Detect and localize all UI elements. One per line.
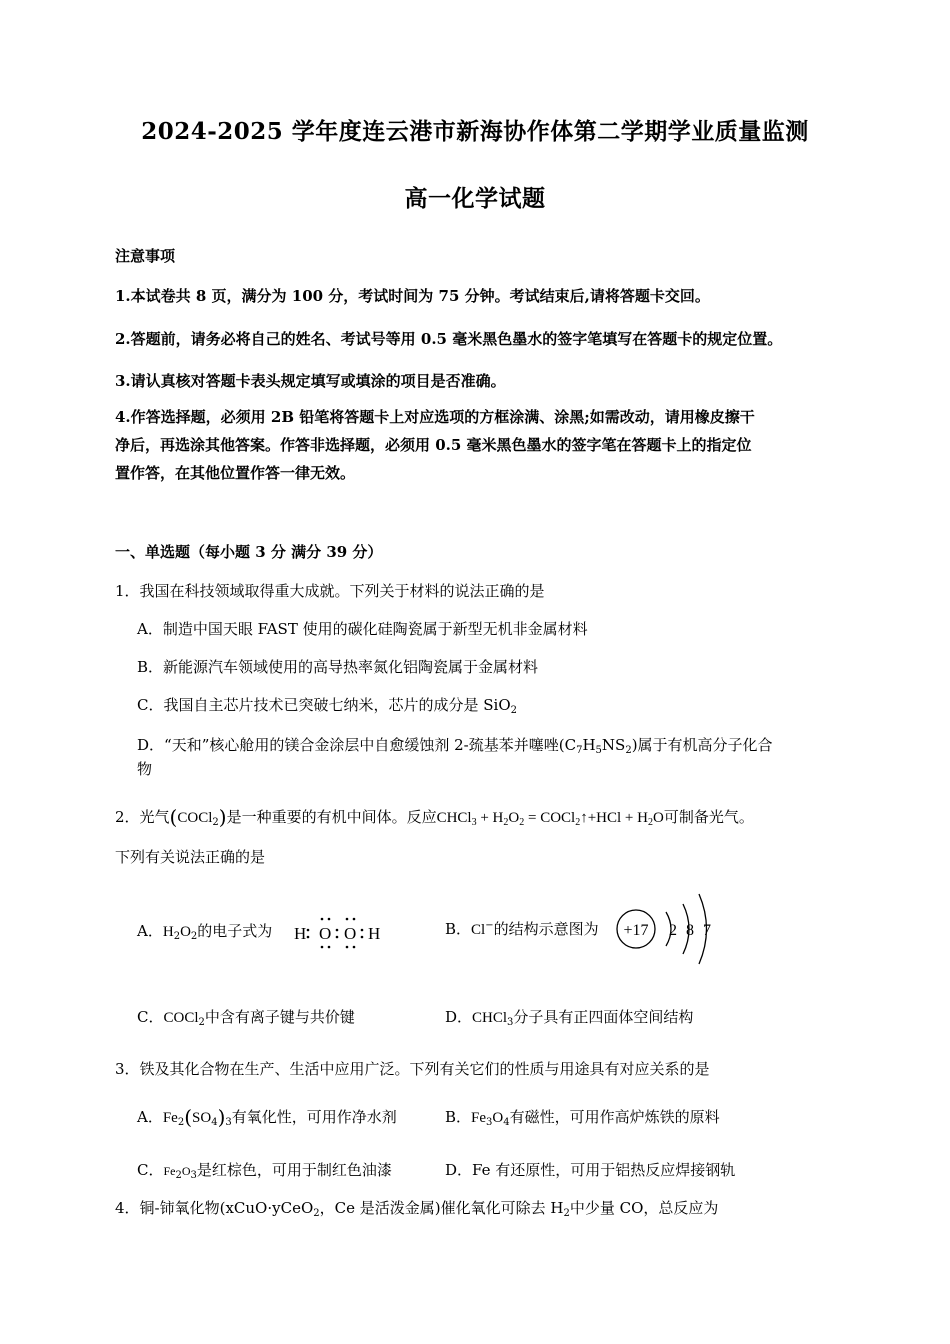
q1-stem: 1．我国在科技领域取得重大成就。下列关于材料的说法正确的是 <box>115 582 545 600</box>
exam-title-line2: 高一化学试题 <box>404 185 546 212</box>
q3-option-b: B．$Fe_3O_4$有磁性，可用作高炉炼铁的原料 <box>445 1108 720 1128</box>
notice-item-3: 3.请认真核对答题卡表头规定填写或填涂的项目是否准确。 <box>115 372 506 390</box>
q2-option-d: D．CHCl$_3$分子具有正四面体空间结构 <box>445 1008 694 1028</box>
q2-option-c: C．COCl$_2$中含有离子键与共价键 <box>137 1008 355 1028</box>
notice-item-2: 2.答题前，请务必将自己的姓名、考试号等用 0.5 毫米黑色墨水的签字笔填写在答题卡的规定位置。 <box>115 330 783 348</box>
q2-stem-cont: 下列有关说法正确的是 <box>115 848 266 866</box>
q3-option-d: D．Fe 有还原性，可用于铝热反应焊接钢轨 <box>445 1161 736 1179</box>
shell-electrons-2: 8 <box>686 922 694 939</box>
notice-item-4: 4.作答选择题，必须用 2B 铅笔将答题卡上对应选项的方框涂满、涂黑;如需改动，请用橡皮擦干 <box>115 408 755 426</box>
notice-item-4-cont: 净后，再选涂其他答案。作答非选择题，必须用 0.5 毫米黑色墨水的签字笔在答题卡上的指定位 <box>115 436 752 454</box>
q2-stem: 2．光气(COCl$_2$)是一种重要的有机中间体。反应CHCl$_3$ + $H_2O_2$ = COCl$_2$↑+HCl + $H_2O$可制备光气。 <box>115 805 754 829</box>
q1-option-d: D．“天和”核心舱用的镁合金涂层中自愈缓蚀剂 2-巯基苯并噻唑$(C_7H_5NS_2)$属于有机高分子化合 <box>137 736 773 756</box>
e-formula-o1: O <box>319 924 332 943</box>
e-formula-h1: H <box>294 924 307 943</box>
e-formula-o2: O <box>344 924 357 943</box>
shell-electrons-1: 2 <box>669 922 677 939</box>
notice-heading: 注意事项 <box>115 247 176 265</box>
q3-option-c: C．$Fe_2O_3$是红棕色，可用于制红色油漆 <box>137 1161 392 1181</box>
q1-option-b: B．新能源汽车领域使用的高导热率氮化铝陶瓷属于金属材料 <box>137 658 539 676</box>
q3-option-a: A．$Fe_2(SO_4)_3$有氧化性，可用作净水剂 <box>137 1105 397 1129</box>
q2-option-b: B．Cl−的结构示意图为 <box>445 920 599 938</box>
notice-item-1: 1.本试卷共 8 页，满分为 100 分，考试时间为 75 分钟。考试结束后,请将答题卡交回。 <box>115 287 710 305</box>
section-heading: 一、单选题（每小题 3 分 满分 39 分） <box>115 543 383 561</box>
q1-option-d-cont: 物 <box>137 760 153 778</box>
cl-ion-structure-diagram <box>616 890 716 970</box>
nucleus-charge: +17 <box>623 922 649 939</box>
notice-item-4-cont2: 置作答，在其他位置作答一律无效。 <box>115 464 356 482</box>
e-formula-h2: H <box>368 924 381 943</box>
q1-option-c: C．我国自主芯片技术已突破七纳米，芯片的成分是 SiO$_2$ <box>137 696 517 716</box>
exam-title-line1: 2024-2025 学年度连云港市新海协作体第二学期学业质量监测 <box>141 118 809 145</box>
q1-option-a: A．制造中国天眼 FAST 使用的碳化硅陶瓷属于新型无机非金属材料 <box>137 620 588 638</box>
q2-option-a: A．$H_2O_2$的电子式为 <box>137 922 273 942</box>
q4-stem: 4．铜-铈氧化物(xCuO·yCeO$_2$，Ce 是活泼金属)催化氧化可除去 $H_2$中少量 CO，总反应为 <box>115 1199 719 1219</box>
h2o2-electron-formula <box>292 910 392 952</box>
q3-stem: 3．铁及其化合物在生产、生活中应用广泛。下列有关它们的性质与用途具有对应关系的是 <box>115 1060 710 1078</box>
shell-electrons-3: 7 <box>703 922 711 939</box>
